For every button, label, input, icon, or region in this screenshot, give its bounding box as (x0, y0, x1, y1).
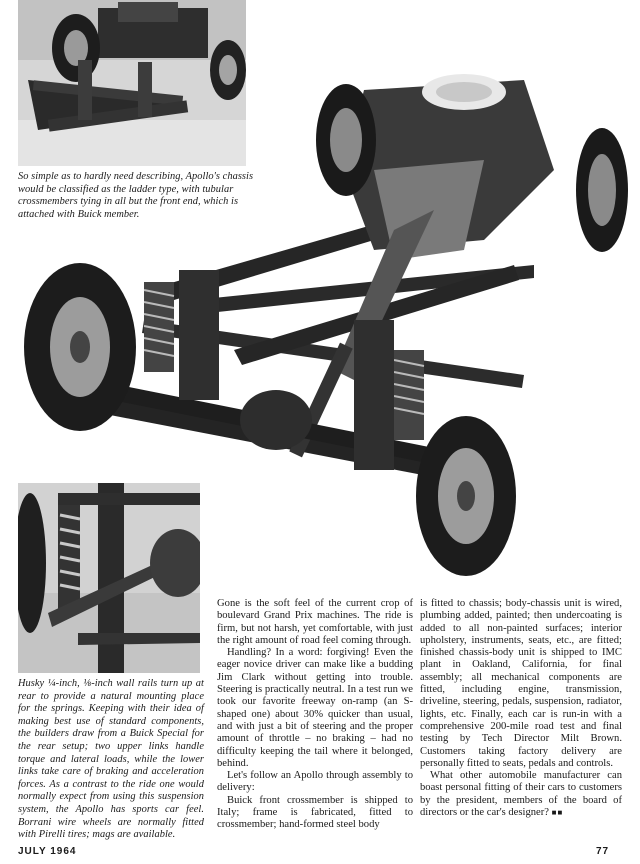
body-column-right (420, 598, 622, 819)
rear-suspension-photo (18, 483, 200, 673)
paragraph: Buick front crossmember is shipped to Italy; frame is fabricated, fitted to crossmember; hand-formed steel body (217, 794, 413, 831)
end-mark: ■■ (551, 808, 564, 818)
paragraph-text: What other automobile manufacturer can boast personal fitting of their cars to customers by the president, members of the board of directors or the car's designer? (420, 770, 622, 819)
paragraph: Gone is the soft feel of the current crop of boulevard Grand Prix machines. The ride is firm, but not harsh, yet comfortable, with just the right amount of road feel coming through. (217, 598, 413, 646)
body-column-left (217, 598, 413, 832)
top-photo-caption: So simple as to hardly need describing, Apollo's chassis would be classified as the ladder type, with tubular crossmembers tying in all but the front end, which is attached with Buick member. (18, 171, 254, 220)
paragraph (420, 770, 622, 819)
bottom-photo-caption: Husky ¼-inch, ⅛-inch wall rails turn up at rear to provide a natural mounting place for the springs. Keeping with their idea of making best use of standard components, the builders draw from a Buick Special for the rear setup; two upper links handle torque and lateral loads, while the lower links take care of braking and acceleration forces. As a contrast to the ride one would normally expect from using this suspension system, the Apollo has sports car feel. Borrani wire wheels are normally fitted with Pirelli tires; mags are available. (18, 678, 204, 841)
page-number: 77 (596, 846, 610, 857)
paragraph: Let's follow an Apollo through assembly to delivery: (217, 770, 413, 794)
paragraph: Handling? In a word: forgiving! Even the eager novice driver can make like a budding Jim Clark without getting into trouble. Steering is practically neutral. In a test run we took our favorite freeway on-ramp (an S-shaped one) about 30% quicker than usual, and with just a bit of steering and the proper amount of throttle – no braking – had no difficulty keeping the tail where it belonged, behind. (217, 647, 413, 769)
footer-date: JULY 1964 (18, 846, 77, 857)
paragraph: is fitted to chassis; body-chassis unit is wired, plumbing added, painted; then undercoating is added to all non-painted surfaces; interior upholstery, instruments, seats, etc., are fitted; finished chassis-body unit is shipped to IMC plant in Oakland, California, for final assembly; all mechanical components are fitted, including engine, transmission, driveline, steering, pedals, suspension, radiator, lights, etc. Finally, each car is run-in with a comprehensive 200-mile road test and final testing by Tech Director Milt Brown. Customers taking factory delivery are personally fitted to seats, pedals and controls. (420, 598, 622, 769)
